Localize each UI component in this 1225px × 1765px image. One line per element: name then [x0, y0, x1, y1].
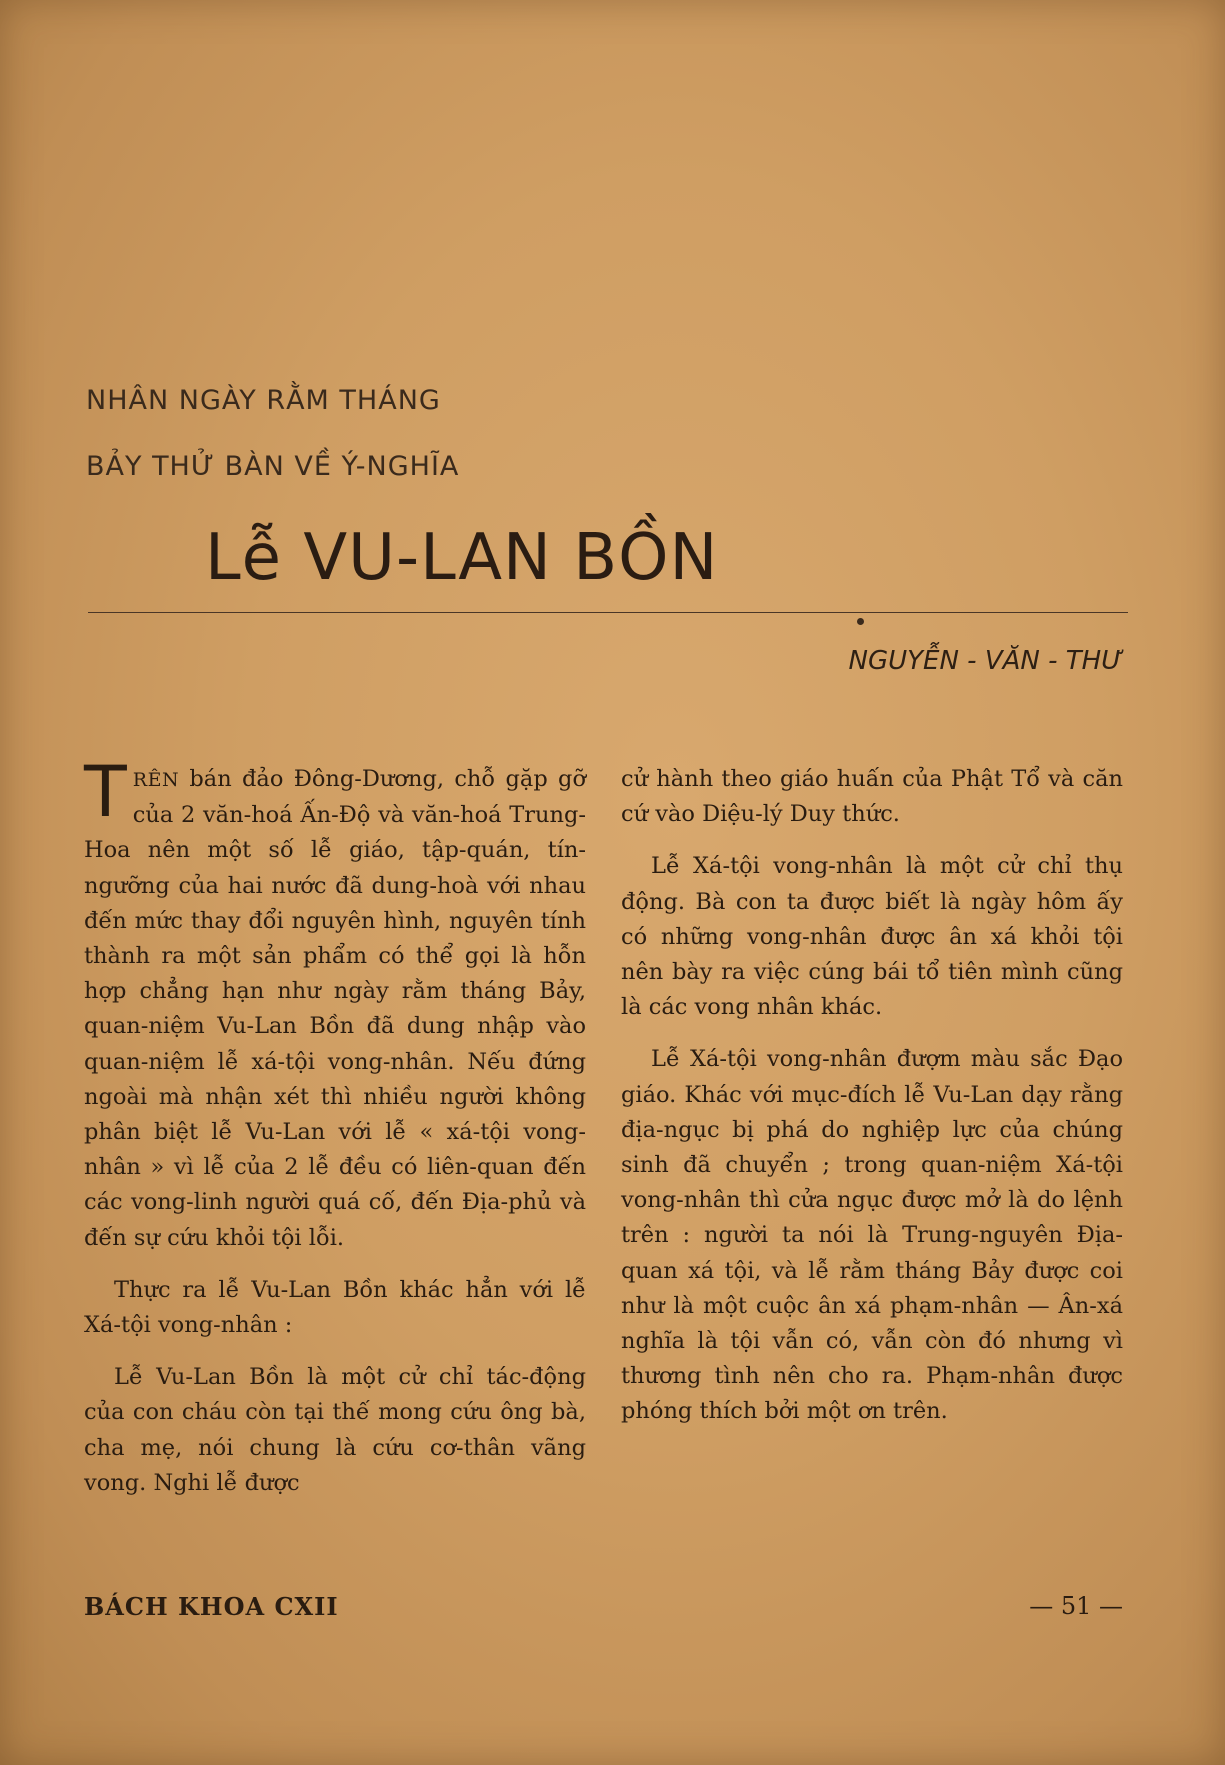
author-byline: NGUYỄN - VĂN - THƯ	[848, 646, 1123, 676]
publication-footer: BÁCH KHOA CXII	[84, 1592, 339, 1621]
title-rule	[88, 612, 1128, 613]
paragraph-continued: cử hành theo giáo huấn của Phật Tổ và căn cứ vào Diệu-lý Duy thức.	[621, 766, 1123, 828]
kicker-line-2: BẢY THỬ BÀN VỀ Ý-NGHĨA	[86, 451, 460, 482]
paragraph: Lễ Xá-tội vong-nhân đượm màu sắc Đạo giáo. Khác với mục-đích lễ Vu-Lan dạy rằng địa-ngục bị phá do nghiệp lực của chúng sinh đã chuyển ; trong quan-niệm Xá-tội vong-nhân thì cửa ngục được mở là do lệnh trên : người ta nói là Trung-nguyên Địa-quan xá tội, và lễ rằm tháng Bảy được coi như là một cuộc ân xá phạm-nhân — Ân-xá nghĩa là tội vẫn có, vẫn còn đó nhưng vì thương tình nên cho ra. Phạm-nhân được phóng thích bởi một ơn trên.	[621, 1046, 1123, 1425]
paragraph: Lễ Xá-tội vong-nhân là một cử chỉ thụ động. Bà con ta được biết là ngày hôm ấy có những vong-nhân được ân xá khỏi tội nên bày ra việc cúng bái tổ tiên mình cũng là các vong nhân khác.	[621, 853, 1123, 1021]
drop-cap: T	[84, 751, 127, 833]
page-number: — 51 —	[1029, 1592, 1123, 1620]
paragraph-opening	[84, 751, 586, 1256]
left-column	[84, 751, 586, 1518]
article-title: Lễ VU-LAN BỒN	[205, 521, 719, 595]
author-bullet	[857, 618, 864, 625]
right-column	[621, 762, 1123, 1447]
opening-word: RÊN	[132, 769, 180, 791]
kicker-line-1: NHÂN NGÀY RẰM THÁNG	[86, 385, 441, 416]
paragraph: Lễ Vu-Lan Bồn là một cử chỉ tác-động của con cháu còn tại thế mong cứu ông bà, cha mẹ, nói chung là cứu cơ-thân vãng vong. Nghi lễ được	[84, 1364, 586, 1496]
paragraph: Thực ra lễ Vu-Lan Bồn khác hẳn với lễ Xá-tội vong-nhân :	[84, 1276, 586, 1339]
paragraph-text: bán đảo Đông-Dương, chỗ gặp gỡ của 2 văn-hoá Ấn-Độ và văn-hoá Trung-Hoa nên một số lễ giáo, tập-quán, tín-ngưỡng của hai nước đã dung-hoà với nhau đến mức thay đổi nguyên hình, nguyên tính thành ra một sản phẩm có thể gọi là hỗn hợp chẳng hạn như ngày rằm tháng Bảy, quan-niệm Vu-Lan Bồn đã dung nhập vào quan-niệm lễ xá-tội vong-nhân. Nếu đứng ngoài mà nhận xét thì nhiều người không phân biệt lễ Vu-Lan với lễ « xá-tội vong-nhân » vì lễ của 2 lễ đều có liên-quan đến các vong-linh người quá cố, đến Địa-phủ và đến sự cứu khỏi tội lỗi.	[84, 766, 586, 1251]
